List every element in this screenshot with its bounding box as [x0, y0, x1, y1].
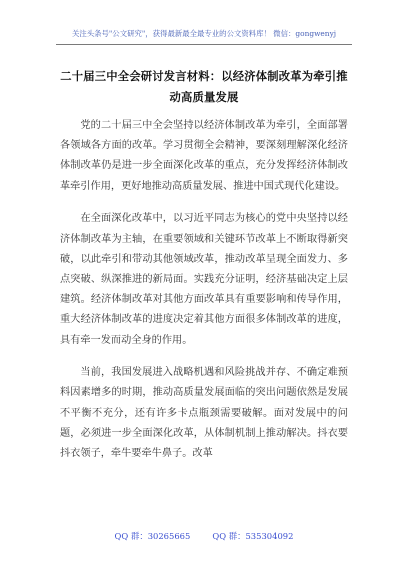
header-notice: 关注头条号"公文研究"，获得最新最全最专业的公文资料库！ 微信：gongwenyj — [71, 29, 337, 38]
body-paragraph-3: 当前，我国发展进入战略机遇和风险挑战并存、不确定难预料因素增多的时期，推动高质量发展面临的突出问题依然是发展不平衡不充分，还有许多卡点瓶颈需要破解。面对发展中的问题，必须进一步全面深化改革，从体制机制上推动解决。抖衣要抖衣领子，牵牛要牵牛鼻子。改革 — [60, 367, 348, 460]
header-divider — [56, 44, 352, 45]
footer-qq-group-right: QQ 群：535304092 — [212, 531, 294, 541]
document-title: 二十届三中全会研讨发言材料：以经济体制改革为牵引推动高质量发展 — [60, 70, 348, 104]
body-paragraph-1: 党的二十届三中全会坚持以经济体制改革为牵引，全面部署各领域各方面的改革。学习贯彻全会精神，要深刻理解深化经济体制改革仍是进一步全面深化改革的重点，充分发挥经济体制改革牵引作用，更好地推动高质量发展、推进中国式现代化建设。 — [60, 120, 348, 192]
footer-contact — [56, 530, 352, 542]
document-body — [60, 116, 348, 477]
footer-qq-group-left: QQ 群：30265665 — [114, 531, 191, 541]
body-paragraph-2: 在全面深化改革中，以习近平同志为核心的党中央坚持以经济体制改革为主轴，在重要领域和关键环节改革上不断取得新突破，以此牵引和带动其他领域改革，推动改革呈现全面发力、多点突破、纵深推进的新局面。实践充分证明，经济基础决定上层建筑。经济体制改革对其他方面改革具有重要影响和传导作用，重大经济体制改革的进度决定着其他方面很多体制改革的进度，具有牵一发而动全身的作用。 — [60, 213, 348, 346]
